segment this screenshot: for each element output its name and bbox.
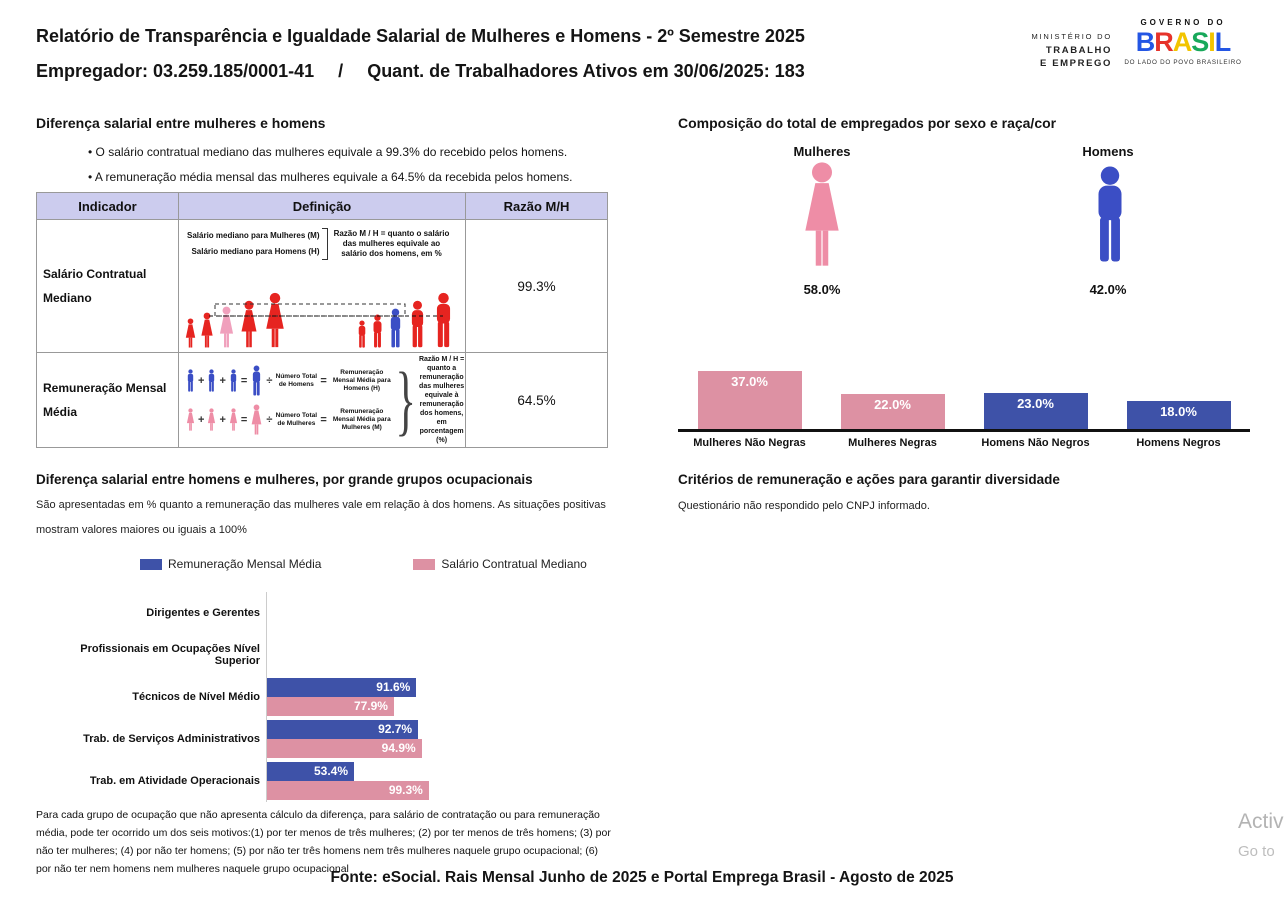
female-pictogram [797, 159, 847, 269]
occupation-bars [266, 718, 622, 760]
row2-definition: + + = ÷ Número Total de Homens = Remuneração Mensal Média para Homens (H) + + = ÷ Número Total de Mulheres = Remuneração Mensal Média para Mulheres (M) } Razão M / H = quanto a remuneração das mulheres equivale à remuneração dos homens, em porcentagem (%) [179, 353, 466, 447]
race-bar: 37.0% [698, 371, 802, 429]
race-bar-label: Mulheres Negras [848, 437, 937, 449]
median-salary-bar: 77.9% [267, 697, 394, 716]
mean-pay-bar: 92.7% [267, 720, 418, 739]
page-subtitle [36, 61, 805, 82]
occupation-row [36, 634, 622, 676]
median-women-label: Salário mediano para Mulheres (M) [187, 231, 320, 240]
brasil-letter: I [1208, 27, 1215, 57]
row1-indicator: Salário Contratual Mediano [37, 220, 179, 353]
ministry-logo [998, 32, 1112, 70]
row2-ratio-value: 64.5% [517, 392, 556, 408]
man-icon [185, 369, 196, 392]
median-compare-box [215, 304, 405, 316]
occupations-footnote: Para cada grupo de ocupação que não apresenta cálculo da diferença, para salário de contratação ou para remuneração média, pode ter ocorrido um dos seis motivos:(1) por ter menos de três mulheres; (2) por ter menos de três homens; (3) por não ter mulheres; (4) por não ter homens; (5) por não ter três homens nem três mulheres naquele grupo ocupacional; (6) por não ter nem homens nem mulheres naquele grupo ocupacional [36, 809, 611, 875]
composition-heading: Composição do total de empregados por sexo e raça/cor [678, 115, 1057, 131]
row1-definition [179, 220, 466, 353]
brasil-letter: A [1172, 27, 1192, 57]
active-workers-count: Quant. de Trabalhadores Ativos em 30/06/2025: 183 [367, 61, 805, 81]
race-composition-chart [678, 366, 1250, 449]
occupations-desc-2: mostram valores maiores ou iguais a 100% [36, 524, 247, 536]
race-bar-label: Homens Negros [1136, 437, 1221, 449]
gov-logo-top: GOVERNO DO [1140, 18, 1226, 27]
race-bar: 22.0% [841, 394, 945, 429]
occupation-label: Técnicos de Nível Médio [132, 691, 260, 703]
mean-pay-bar: 91.6% [267, 678, 416, 697]
woman-icon [186, 318, 195, 347]
bracket-shape [322, 228, 328, 260]
race-bar-slot [821, 366, 964, 429]
brasil-letter: B [1135, 27, 1155, 57]
women-average-formula: + + = ÷ Número Total de Mulheres = Remuneração Mensal Média para Mulheres (M) [185, 404, 395, 435]
man-icon [359, 320, 366, 347]
man-icon [228, 369, 239, 392]
gov-brasil-logo [1118, 18, 1248, 66]
male-pictogram [1087, 159, 1133, 269]
median-man-icon [391, 309, 400, 348]
brasil-letter: L [1214, 27, 1231, 57]
race-bar-label: Homens Não Negros [981, 437, 1090, 449]
men-result-label: Remuneração Mensal Média para Homens (H) [332, 368, 391, 392]
woman-icon [185, 408, 196, 431]
employer-id: Empregador: 03.259.185/0001-41 [36, 61, 315, 81]
race-bar-label: Mulheres Não Negras [693, 437, 806, 449]
woman-icon [201, 313, 212, 348]
occupation-label: Dirigentes e Gerentes [146, 607, 260, 619]
ministry-line3: E EMPREGO [1040, 58, 1112, 69]
legend-swatch [140, 559, 162, 570]
paygap-heading: Diferença salarial entre mulheres e homens [36, 115, 326, 131]
brasil-letter: S [1191, 27, 1209, 57]
occupations-heading: Diferença salarial entre homens e mulheres, por grande grupos ocupacionais [36, 472, 533, 487]
woman-icon [206, 408, 217, 431]
median-woman-icon [220, 307, 233, 348]
legend-label: Salário Contratual Mediano [441, 557, 587, 571]
man-icon [206, 369, 217, 392]
legend-label: Remuneração Mensal Média [168, 557, 322, 571]
woman-icon [249, 404, 264, 435]
man-icon [437, 293, 450, 347]
woman-icon [266, 293, 284, 347]
criteria-text: Questionário não respondido pelo CNPJ informado. [678, 500, 930, 512]
woman-icon [228, 408, 239, 431]
occupation-row [36, 676, 622, 718]
median-salary-bar: 99.3% [267, 781, 429, 800]
occupation-bars [266, 634, 622, 676]
paygap-bullet-1: • O salário contratual mediano das mulheres equivale a 99.3% do recebido pelos homens. [88, 145, 568, 159]
gov-logo-slogan: DO LADO DO POVO BRASILEIRO [1124, 59, 1242, 66]
occupations-legend [140, 557, 587, 571]
subtitle-separator: / [338, 61, 344, 81]
occupation-label: Profissionais em Ocupações Nível Superior [80, 643, 260, 667]
occupation-bars [266, 760, 622, 802]
criteria-heading: Critérios de remuneração e ações para garantir diversidade [678, 472, 1060, 487]
col-header-definicao: Definição [179, 193, 466, 220]
race-bar: 18.0% [1127, 401, 1231, 429]
median-men-label: Salário mediano para Homens (H) [191, 247, 320, 256]
legend-item [140, 557, 321, 571]
race-bar: 23.0% [984, 393, 1088, 429]
occupation-label: Trab. de Serviços Administrativos [83, 733, 260, 745]
col-header-razao: Razão M/H [466, 193, 607, 220]
occupation-bars [266, 676, 622, 718]
women-result-label: Remuneração Mensal Média para Mulheres (M) [332, 407, 391, 431]
man-icon [249, 365, 264, 396]
paygap-bullet-2: • A remuneração média mensal das mulheres equivale a 64.5% da recebida pelos homens. [88, 170, 573, 184]
source-note: Fonte: eSocial. Rais Mensal Junho de 2025 e Portal Emprega Brasil - Agosto de 2025 [330, 869, 954, 886]
female-label: Mulheres [793, 144, 851, 159]
race-chart-labels [678, 437, 1250, 449]
female-share-value: 58.0% [803, 282, 841, 297]
row2-indicator: Remuneração Mensal Média [37, 353, 179, 447]
men-average-formula: + + = ÷ Número Total de Homens = Remuneração Mensal Média para Homens (H) [185, 365, 395, 396]
median-people-illustration [179, 258, 465, 350]
brasil-letter: R [1154, 27, 1173, 57]
row2-ratio-note: Razão M / H = quanto a remuneração das mulheres equivale à remuneração dos homens, em porcentagem (%) [418, 356, 465, 444]
col-header-indicador: Indicador [37, 193, 179, 220]
legend-item [413, 557, 586, 571]
male-label: Homens [1082, 144, 1134, 159]
row1-ratio-value: 99.3% [466, 220, 607, 353]
occupation-row [36, 592, 622, 634]
windows-activation-watermark-line2: Go to [1238, 843, 1275, 860]
brasil-wordmark [1118, 27, 1248, 57]
ministry-line2: TRABALHO [1045, 45, 1112, 56]
indicator-table [36, 192, 608, 448]
ministry-line1: MINISTÉRIO DO [1031, 32, 1112, 41]
occupation-label: Trab. em Atividade Operacionais [89, 775, 260, 787]
occupation-bars [266, 592, 622, 634]
race-chart-bars [678, 366, 1250, 432]
men-divisor-label: Número Total de Homens [275, 372, 318, 388]
occupation-row [36, 760, 622, 802]
occupation-row [36, 718, 622, 760]
man-icon [374, 315, 382, 348]
women-divisor-label: Número Total de Mulheres [275, 411, 318, 427]
race-bar-slot [1107, 366, 1250, 429]
row1-ratio-note: Razão M / H = quanto o salário das mulheres equivale ao salário dos homens, em % [333, 229, 450, 258]
legend-swatch [413, 559, 435, 570]
male-share-value: 42.0% [1089, 282, 1127, 297]
median-salary-bar: 94.9% [267, 739, 422, 758]
woman-icon [242, 301, 257, 348]
occupations-chart [36, 592, 622, 802]
race-bar-slot [964, 366, 1107, 429]
mean-pay-bar: 53.4% [267, 762, 354, 781]
man-icon [412, 301, 423, 348]
occupations-desc-1: São apresentadas em % quanto a remuneração das mulheres vale em relação à dos homens. As situações positivas [36, 499, 606, 511]
windows-activation-watermark-line1: Activ [1238, 810, 1284, 833]
page-title: Relatório de Transparência e Igualdade Salarial de Mulheres e Homens - 2º Semestre 2025 [36, 26, 805, 46]
race-bar-slot [678, 366, 821, 429]
